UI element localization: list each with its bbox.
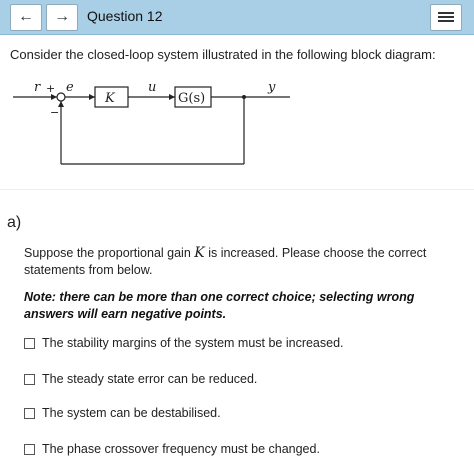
question-text — [24, 245, 454, 279]
checkbox[interactable] — [24, 408, 35, 419]
label-plus: + — [46, 82, 56, 95]
choice-label: The phase crossover frequency must be changed. — [42, 442, 320, 456]
checkbox[interactable] — [24, 374, 35, 385]
label-g: G(s) — [178, 91, 206, 106]
summing-junction — [57, 93, 65, 101]
question-title: Question 12 — [87, 8, 163, 24]
note-text: Note: there can be more than one correct choice; selecting wrong answers will earn negative points. — [24, 290, 415, 321]
choice-4[interactable] — [24, 440, 320, 458]
choice-label: The steady state error can be reduced. — [42, 372, 258, 386]
choice-3[interactable] — [24, 404, 221, 422]
top-bar — [0, 0, 474, 35]
gain-symbol: K — [194, 245, 205, 261]
label-u: u — [148, 80, 157, 95]
question-text-end: is increased. Please choose the correct statements from below. — [24, 246, 427, 277]
section-divider — [0, 189, 474, 190]
choice-label: The stability margins of the system must be increased. — [42, 336, 344, 350]
label-y: y — [268, 80, 276, 95]
arrow-into-g — [169, 94, 175, 100]
choice-label: The system can be destabilised. — [42, 406, 221, 420]
hamburger-menu-icon[interactable] — [430, 4, 462, 31]
choice-1[interactable] — [24, 334, 344, 352]
checkbox[interactable] — [24, 444, 35, 455]
choice-2[interactable] — [24, 370, 257, 388]
pickoff-point — [242, 95, 246, 99]
label-r: r — [34, 80, 41, 95]
arrow-into-k — [89, 94, 95, 100]
part-label: a) — [7, 214, 22, 231]
checkbox[interactable] — [24, 338, 35, 349]
label-k: K — [105, 91, 115, 106]
question-text-start: Suppose the proportional gain — [24, 246, 195, 260]
intro-text: Consider the closed-loop system illustrated in the following block diagram: — [10, 47, 436, 62]
label-minus: − — [50, 106, 60, 119]
back-arrow-icon[interactable]: ← — [10, 4, 42, 31]
label-e: e — [66, 80, 74, 95]
block-diagram — [0, 72, 474, 172]
forward-arrow-icon[interactable]: → — [46, 4, 78, 31]
